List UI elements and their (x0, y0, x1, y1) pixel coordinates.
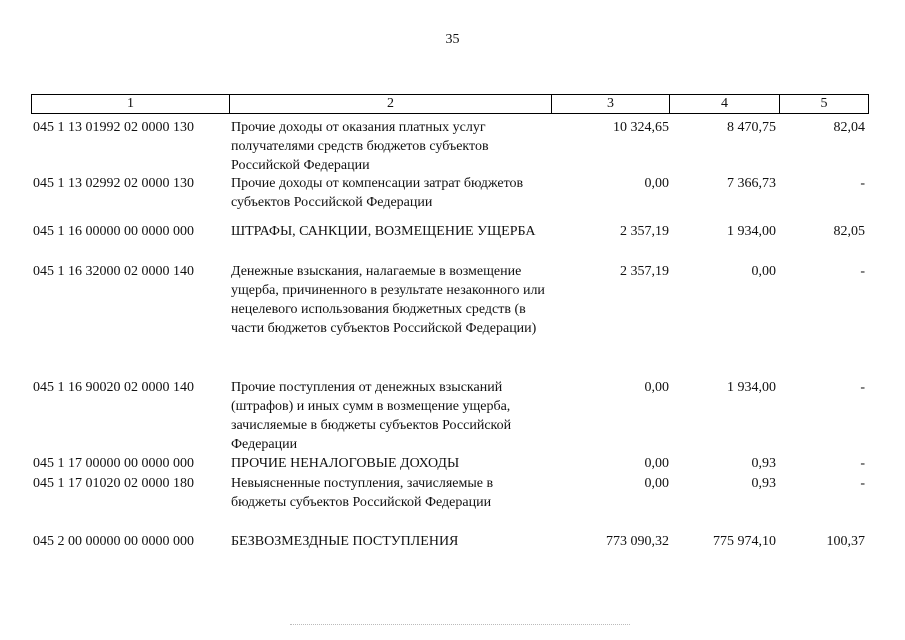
income-name: Прочие поступления от денежных взысканий (штрафов) и иных сумм в возмещение ущерба, зачисляемые в бюджеты субъектов Российской Федерации (231, 380, 512, 452)
value-col3: 773 090,32 (606, 534, 669, 549)
value-col4: 8 470,75 (727, 120, 776, 135)
column-header-2: 2 (230, 95, 552, 114)
budget-code: 045 1 16 32000 02 0000 140 (33, 264, 194, 279)
value-col3: 0,00 (644, 176, 669, 191)
column-header-5: 5 (780, 95, 869, 114)
value-col5: 82,04 (833, 120, 865, 135)
budget-code: 045 1 17 01020 02 0000 180 (33, 476, 194, 491)
value-col3: 0,00 (644, 380, 669, 395)
income-name: Денежные взыскания, налагаемые в возмещение ущерба, причиненного в результате незаконного или нецелевого использования бюджетных средств (в части бюджетов субъектов Российской Федерации) (231, 264, 545, 336)
value-col4: 1 934,00 (727, 224, 776, 239)
value-col5: 82,05 (833, 224, 865, 239)
value-col5: - (860, 456, 865, 471)
value-col5: - (860, 476, 865, 491)
value-col3: 2 357,19 (620, 264, 669, 279)
budget-code: 045 1 16 00000 00 0000 000 (33, 224, 194, 239)
column-header-4: 4 (670, 95, 780, 114)
value-col5: 100,37 (826, 534, 865, 549)
value-col3: 0,00 (644, 476, 669, 491)
income-name: ПРОЧИЕ НЕНАЛОГОВЫЕ ДОХОДЫ (231, 456, 460, 471)
income-name: БЕЗВОЗМЕЗДНЫЕ ПОСТУПЛЕНИЯ (231, 534, 459, 549)
value-col4: 0,93 (751, 456, 776, 471)
budget-code: 045 1 13 02992 02 0000 130 (33, 176, 194, 191)
income-name: Прочие доходы от компенсации затрат бюджетов субъектов Российской Федерации (231, 176, 524, 210)
value-col4: 1 934,00 (727, 380, 776, 395)
value-col4: 775 974,10 (713, 534, 776, 549)
value-col5: - (860, 264, 865, 279)
budget-code: 045 1 13 01992 02 0000 130 (33, 120, 194, 135)
value-col4: 7 366,73 (727, 176, 776, 191)
budget-code: 045 1 16 90020 02 0000 140 (33, 380, 194, 395)
value-col5: - (860, 380, 865, 395)
income-name: ШТРАФЫ, САНКЦИИ, ВОЗМЕЩЕНИЕ УЩЕРБА (231, 224, 536, 239)
column-header-1: 1 (32, 95, 230, 114)
value-col3: 0,00 (644, 456, 669, 471)
value-col4: 0,93 (751, 476, 776, 491)
value-col3: 10 324,65 (613, 120, 669, 135)
page-number: 35 (445, 32, 460, 47)
column-header-3: 3 (552, 95, 670, 114)
value-col3: 2 357,19 (620, 224, 669, 239)
column-header-row (32, 95, 869, 114)
income-name: Невыясненные поступления, зачисляемые в бюджеты субъектов Российской Федерации (231, 476, 494, 510)
value-col5: - (860, 176, 865, 191)
value-col4: 0,00 (751, 264, 776, 279)
budget-code: 045 2 00 00000 00 0000 000 (33, 534, 194, 549)
income-name: Прочие доходы от оказания платных услуг получателями средств бюджетов субъектов Российской Федерации (231, 120, 489, 173)
column-header-table (31, 94, 869, 114)
budget-code: 045 1 17 00000 00 0000 000 (33, 456, 194, 471)
scan-artifact-divider (290, 624, 630, 627)
